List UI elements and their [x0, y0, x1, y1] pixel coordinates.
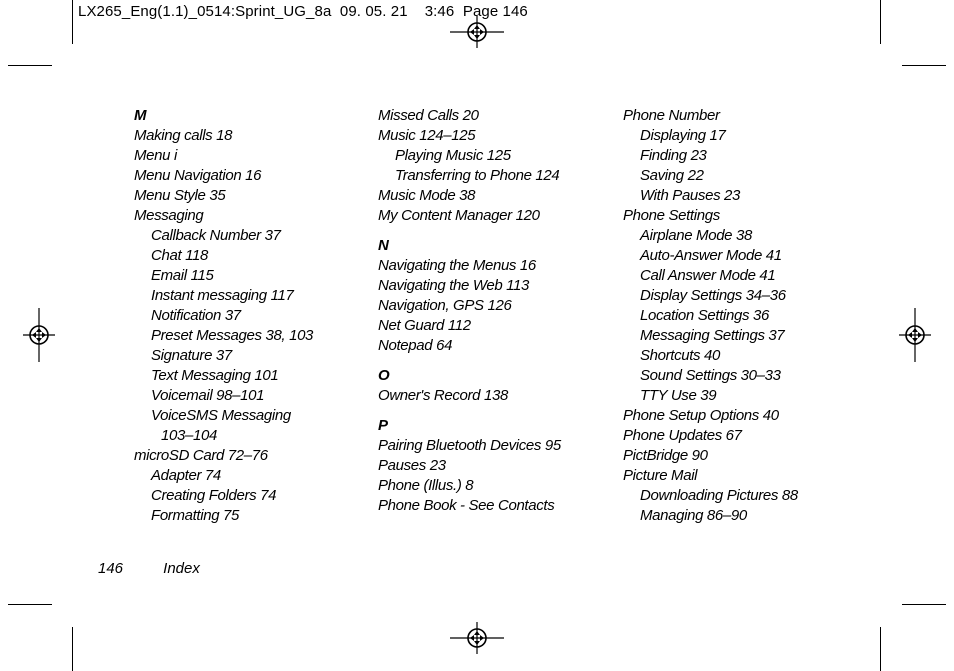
- section-spacer: [378, 226, 561, 236]
- registration-mark-top-icon: [450, 16, 504, 48]
- index-entry: Navigation, GPS 126: [378, 297, 512, 314]
- index-entry: Menu i: [134, 147, 177, 164]
- index-entry: Messaging: [134, 207, 204, 224]
- index-subentry: Text Messaging 101: [151, 367, 279, 384]
- index-subentry: Preset Messages 38, 103: [151, 327, 314, 344]
- index-entry: Phone Updates 67: [623, 427, 742, 444]
- index-subentry: Downloading Pictures 88: [640, 487, 798, 504]
- index-section-letter: P: [378, 417, 388, 434]
- index-subentry: Creating Folders 74: [151, 487, 277, 504]
- index-entry: Net Guard 112: [378, 317, 471, 334]
- index-subentry: Managing 86–90: [640, 507, 747, 524]
- index-entry: Phone Setup Options 40: [623, 407, 779, 424]
- index-subentry: Sound Settings 30–33: [640, 367, 781, 384]
- registration-mark-bottom-icon: [450, 622, 504, 654]
- index-entry: Notepad 64: [378, 337, 453, 354]
- index-entry: Phone (Illus.) 8: [378, 477, 474, 494]
- print-slug-header: LX265_Eng(1.1)_0514:Sprint_UG_8a 09. 05. 21 3:46 Page 146: [78, 3, 528, 20]
- index-entry: Pairing Bluetooth Devices 95: [378, 437, 561, 454]
- index-entry: Navigating the Web 113: [378, 277, 530, 294]
- index-subentry: Auto-Answer Mode 41: [640, 247, 782, 264]
- index-subentry: Displaying 17: [640, 127, 726, 144]
- index-subentry: Display Settings 34–36: [640, 287, 786, 304]
- crop-mark-top-left-vertical: [72, 0, 73, 44]
- index-subentry: Signature 37: [151, 347, 232, 364]
- index-entry: Pauses 23: [378, 457, 446, 474]
- index-subentry: Finding 23: [640, 147, 707, 164]
- index-subentry: TTY Use 39: [640, 387, 717, 404]
- index-entry: Phone Settings: [623, 207, 720, 224]
- registration-mark-left-icon: [23, 308, 55, 362]
- crop-mark-top-right-vertical: [880, 0, 881, 44]
- registration-mark-right-icon: [899, 308, 931, 362]
- index-entry: My Content Manager 120: [378, 207, 540, 224]
- index-entry: Making calls 18: [134, 127, 233, 144]
- index-entry: Music Mode 38: [378, 187, 476, 204]
- index-entry: Phone Book - See Contacts: [378, 497, 555, 514]
- index-entry: PictBridge 90: [623, 447, 708, 464]
- page-number: 146: [98, 560, 124, 577]
- index-entry: Phone Number: [623, 107, 720, 124]
- index-subentry: Transferring to Phone 124: [395, 167, 560, 184]
- index-entry: Music 124–125: [378, 127, 476, 144]
- section-title: Index: [163, 560, 200, 577]
- index-entry: Menu Style 35: [134, 187, 226, 204]
- section-spacer: [378, 356, 561, 366]
- crop-mark-bottom-right-vertical: [880, 627, 881, 671]
- index-subentry: VoiceSMS Messaging: [151, 407, 291, 424]
- index-subentry: Shortcuts 40: [640, 347, 721, 364]
- index-entry: Picture Mail: [623, 467, 698, 484]
- crop-mark-bottom-left-vertical: [72, 627, 73, 671]
- index-entry: Navigating the Menus 16: [378, 257, 536, 274]
- index-section-letter: O: [378, 367, 390, 384]
- index-entry: microSD Card 72–76: [134, 447, 268, 464]
- index-subentry: Formatting 75: [151, 507, 239, 524]
- index-subentry: Call Answer Mode 41: [640, 267, 776, 284]
- index-entry: Owner's Record 138: [378, 387, 508, 404]
- index-section-letter: N: [378, 237, 389, 254]
- index-subentry: Callback Number 37: [151, 227, 281, 244]
- index-subentry: Messaging Settings 37: [640, 327, 785, 344]
- index-subentry: Playing Music 125: [395, 147, 511, 164]
- crop-mark-top-right-horizontal: [902, 65, 946, 66]
- index-section-letter: M: [134, 107, 147, 124]
- crop-mark-top-left-horizontal: [8, 65, 52, 66]
- index-subentry: Saving 22: [640, 167, 704, 184]
- index-subentry: Email 115: [151, 267, 214, 284]
- section-spacer: [378, 406, 561, 416]
- index-column-3: [623, 106, 798, 526]
- index-subentry: Airplane Mode 38: [640, 227, 752, 244]
- index-subentry: Voicemail 98–101: [151, 387, 265, 404]
- index-subentry-continuation: 103–104: [161, 427, 217, 444]
- crop-mark-bottom-left-horizontal: [8, 604, 52, 605]
- index-subentry: Chat 118: [151, 247, 208, 264]
- index-subentry: Notification 37: [151, 307, 241, 324]
- index-entry: Missed Calls 20: [378, 107, 479, 124]
- index-entry: Menu Navigation 16: [134, 167, 262, 184]
- crop-mark-bottom-right-horizontal: [902, 604, 946, 605]
- index-column-1: [134, 106, 313, 526]
- index-column-2: [378, 106, 561, 516]
- page-footer: [98, 560, 200, 577]
- index-subentry: Location Settings 36: [640, 307, 769, 324]
- index-subentry: With Pauses 23: [640, 187, 741, 204]
- index-subentry: Instant messaging 117: [151, 287, 294, 304]
- index-subentry: Adapter 74: [151, 467, 221, 484]
